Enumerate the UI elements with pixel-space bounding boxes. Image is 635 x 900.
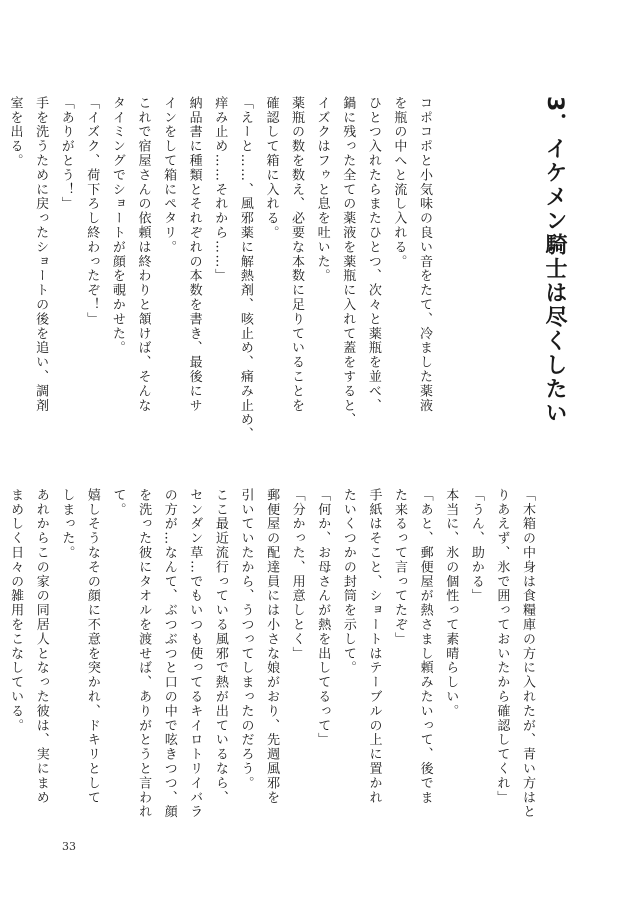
text-line: インをして箱にペタリ。 <box>161 96 177 255</box>
text-line: 「えーと……、風邪薬に解熱剤、咳止め、痛み止め、 <box>237 96 253 442</box>
text-line: を瓶の中へと流し入れる。 <box>391 96 407 269</box>
text-line: て。 <box>110 488 126 517</box>
text-line: たいくつかの封筒を示して。 <box>340 488 356 676</box>
text-line: 鍋に残った全ての薬液を薬瓶に入れて蓋をすると、 <box>340 96 356 428</box>
text-line: 引いていたから、うつってしまったのだろう。 <box>238 488 254 791</box>
text-line: 手紙はそこと、ショートはテーブルの上に置かれ <box>366 488 382 805</box>
text-line: りあえず、氷で囲っておいたから確認してくれ」 <box>494 488 510 805</box>
text-line: 「分かった、用意しとく」 <box>289 488 305 661</box>
text-line: 「ありがとう！」 <box>58 96 74 212</box>
lower-text-block <box>3 488 540 828</box>
text-line: を洗った彼にタオルを渡せば、ありがとうと言われ <box>136 488 152 820</box>
text-line: 「木箱の中身は食糧庫の方に入れたが、青い方はと <box>520 488 535 820</box>
text-line: ここ最近流行っている風邪で熱が出ているなら、 <box>212 488 228 805</box>
upper-text-block <box>2 96 437 442</box>
text-line: 「うん、助かる」 <box>468 488 484 604</box>
text-line: 嬉しそうなその顔に不意を突かれ、ドキリとして <box>84 488 100 805</box>
text-line: 本当に、氷の個性って素晴らしい。 <box>443 488 459 719</box>
text-line: イズクはフゥと息を吐いた。 <box>314 96 330 284</box>
text-line: 薬瓶の数を数え、必要な本数に足りていることを <box>289 96 305 413</box>
text-line: 納品書に種類とそれぞれの本数を書き、最後にサ <box>186 96 202 413</box>
text-line: タイミングでショートが顔を覗かせた。 <box>109 96 125 356</box>
text-line: まめしく日々の雑用をこなしている。 <box>8 488 24 733</box>
text-line: 「何か、お母さんが熱を出してるって」 <box>315 488 331 748</box>
text-line: ひとつ入れたらまたひとつ、次々と薬瓶を並べ、 <box>365 96 381 413</box>
chapter-title: 3．イケメン騎士は尽くしたい <box>542 96 567 426</box>
text-line: 確認して箱に入れる。 <box>263 96 279 240</box>
text-line: 痒み止め……それから……」 <box>212 96 228 284</box>
text-line: 室を出る。 <box>7 96 23 168</box>
text-line: あれからこの家の同居人となった彼は、実にまめ <box>33 488 49 805</box>
text-line: しまった。 <box>59 488 75 560</box>
text-line: た来るって言ってたぞ」 <box>392 488 408 647</box>
text-line: センダン草…でもいつも使ってるキイロトリイバラ <box>187 488 203 820</box>
text-line: 手を洗うために戻ったショートの後を追い、調剤 <box>33 96 49 413</box>
text-line: の方が…なんて、ぶつぶつと口の中で呟きつつ、顔 <box>161 488 177 820</box>
text-line: コポコポと小気味の良い音をたて、冷ました薬液 <box>417 96 432 413</box>
text-line: 「イズク、荷下ろし終わったぞ！」 <box>84 96 100 327</box>
page-number: 33 <box>62 840 76 853</box>
text-line: これで宿屋さんの依頼は終わりと頷けば、そんな <box>135 96 151 413</box>
text-line: 「あと、郵便屋が熱さまし頼みたいって、後でま <box>417 488 433 805</box>
text-line: 郵便屋の配達員には小さな娘がおり、先週風邪を <box>264 488 280 805</box>
